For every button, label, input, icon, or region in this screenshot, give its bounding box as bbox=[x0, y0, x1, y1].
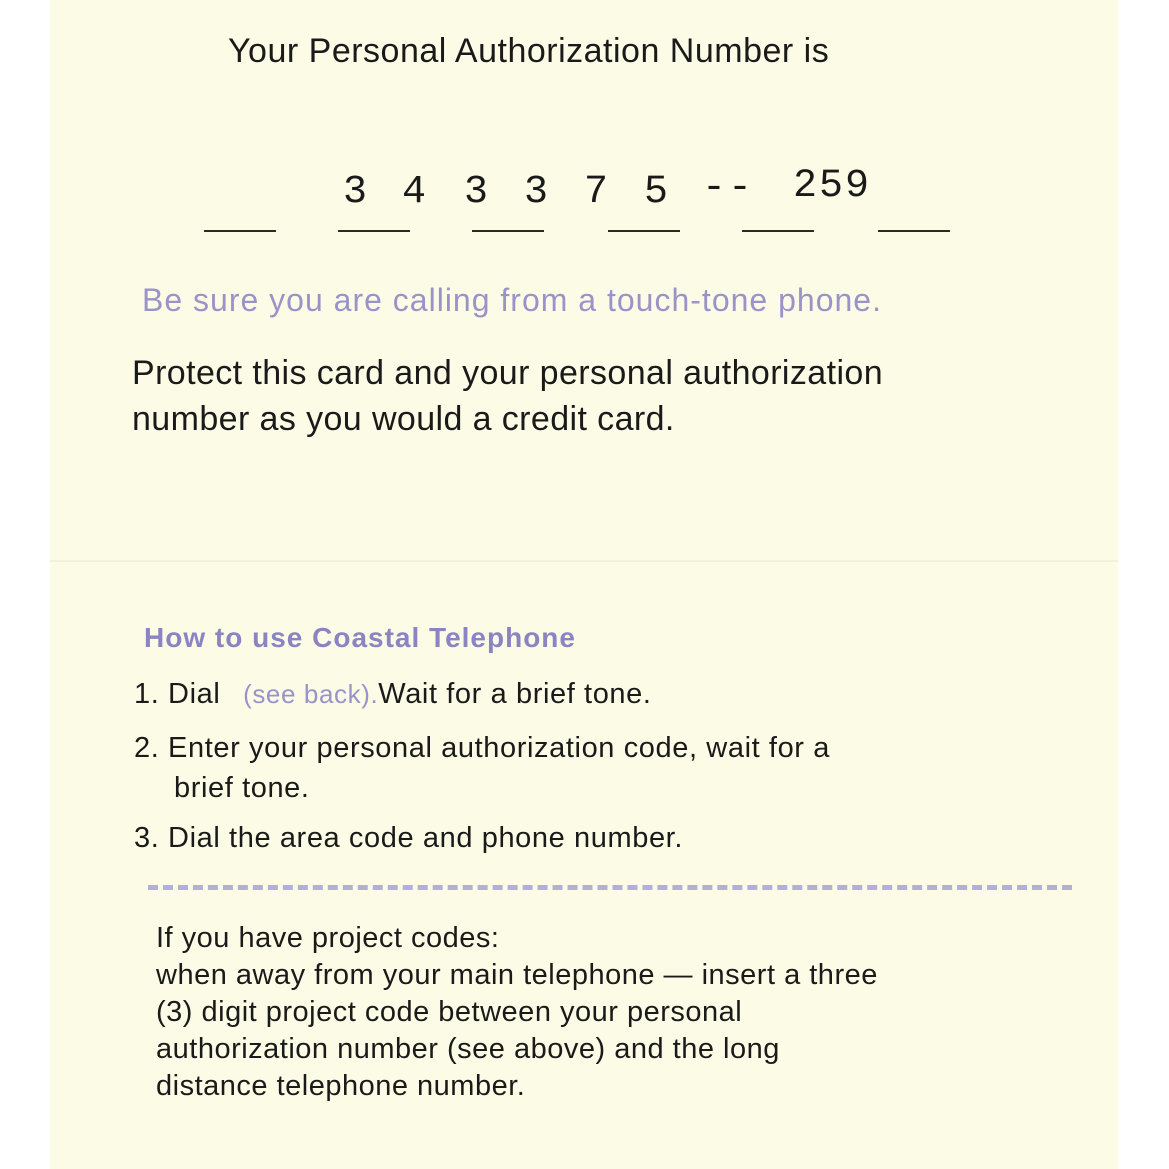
instruction-step-2 bbox=[134, 728, 830, 808]
instructions-heading: How to use Coastal Telephone bbox=[144, 622, 576, 653]
touchtone-note: Be sure you are calling from a touch-tone phone. bbox=[142, 282, 882, 318]
project-line: (3) digit project code between your personal bbox=[156, 996, 743, 1028]
auth-separator: -- bbox=[702, 166, 755, 211]
protect-notice bbox=[132, 350, 1092, 442]
step1-suffix: Wait for a brief tone. bbox=[378, 678, 652, 710]
number-slot-6 bbox=[878, 168, 950, 232]
step1-prefix: 1. Dial bbox=[134, 678, 221, 710]
project-line: If you have project codes: bbox=[156, 922, 500, 954]
auth-digit: 5 bbox=[644, 170, 669, 215]
authorization-card bbox=[50, 0, 1118, 1169]
card-fold bbox=[50, 560, 1118, 562]
project-line: when away from your main telephone — insert a three bbox=[156, 959, 878, 991]
number-slot-1 bbox=[204, 168, 276, 232]
instruction-step-1 bbox=[134, 678, 652, 711]
dashed-divider bbox=[148, 885, 1072, 890]
card-title: Your Personal Authorization Number is bbox=[228, 32, 830, 70]
step2-line: 2. Enter your personal authorization code, wait for a bbox=[134, 732, 830, 764]
instruction-step-3: 3. Dial the area code and phone number. bbox=[134, 822, 683, 854]
auth-suffix: 259 bbox=[793, 164, 872, 209]
see-back-reference: (see back). bbox=[243, 679, 379, 709]
step2-line: brief tone. bbox=[174, 772, 310, 804]
protect-line: number as you would a credit card. bbox=[132, 400, 675, 438]
auth-digit: 3 bbox=[464, 170, 489, 215]
project-codes-note bbox=[156, 920, 1076, 1105]
auth-digit: 3 bbox=[524, 170, 549, 215]
auth-digit: 7 bbox=[584, 170, 609, 215]
auth-digit: 4 bbox=[402, 170, 427, 215]
project-line: distance telephone number. bbox=[156, 1070, 526, 1102]
protect-line: Protect this card and your personal authorization bbox=[132, 354, 884, 392]
auth-digit: 3 bbox=[343, 170, 368, 215]
project-line: authorization number (see above) and the long bbox=[156, 1033, 780, 1065]
